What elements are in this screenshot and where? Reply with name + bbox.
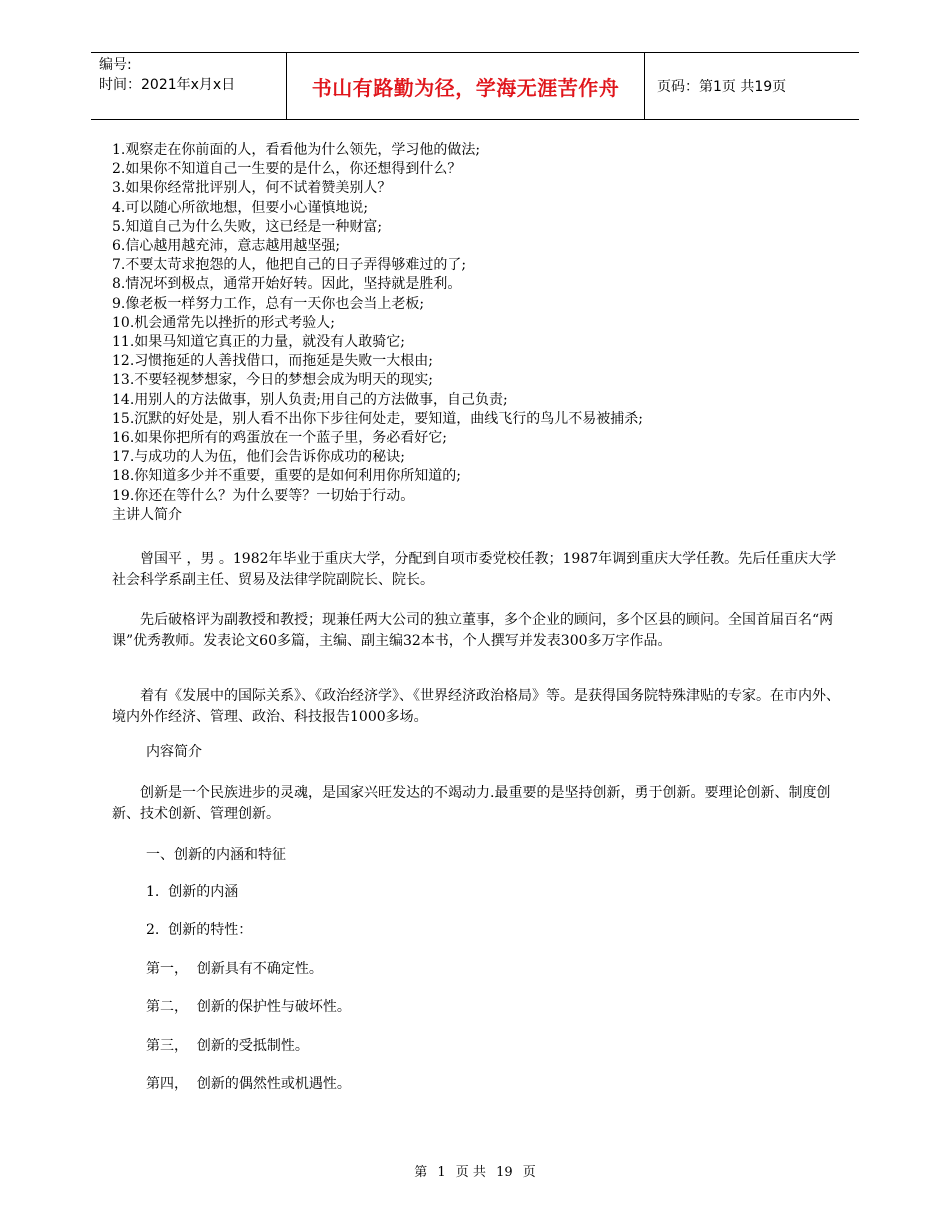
list-item: 1.观察走在你前面的人，看看他为什么领先，学习他的做法; xyxy=(112,142,481,158)
list-item: 3.如果你经常批评别人，何不试着赞美别人？ xyxy=(112,180,392,197)
time-label: 时间：2021年x月x日 xyxy=(99,77,236,93)
list-item: 8.情况坏到极点，通常开始好转。因此，坚持就是胜利。 xyxy=(112,276,462,293)
list-item: 16.如果你把所有的鸡蛋放在一个蓝子里，务必看好它; xyxy=(112,430,447,447)
list-item: 9.像老板一样努力工作，总有一天你也会当上老板; xyxy=(112,295,425,312)
content-heading: 内容简介 xyxy=(146,744,202,760)
list-item: 4.可以随心所欲地想，但要小心谨慎地说; xyxy=(112,199,369,216)
list-item: 18.你知道多少并不重要，重要的是如何利用你所知道的; xyxy=(112,468,461,485)
footer-prefix: 第 xyxy=(414,1165,428,1180)
list-item: 10.机会通常先以挫折的形式考验人; xyxy=(112,314,335,331)
outline-item: 第一， 创新具有不确定性。 xyxy=(146,961,323,977)
list-item: 19.你还在等什么？为什么要等？一切始于行动。 xyxy=(112,487,415,504)
header-meta xyxy=(99,55,235,95)
list-item: 5.知道自己为什么失败，这已经是一种财富; xyxy=(112,218,383,235)
header-page-info: 页码：第1页 共19页 xyxy=(657,79,787,95)
list-item: 6.信心越用越充沛，意志越用越坚强; xyxy=(112,238,341,255)
list-item: 12.习惯拖延的人善找借口，而拖延是失败一大根由; xyxy=(112,353,433,370)
speaker-heading: 主讲人简介 xyxy=(112,506,182,523)
list-item: 14.用别人的方法做事，别人负责;用自己的方法做事，自己负责; xyxy=(112,391,508,408)
bio-paragraph-3: 着有《发展中的国际关系》、《政治经济学》、《世界经济政治格局》等。是获得国务院特殊津贴的专家。在市内外、境内外作经济、管理、政治、科技报告1000多场。 xyxy=(112,688,840,725)
page-header xyxy=(91,52,859,120)
outline-item: 第二， 创新的保护性与破坏性。 xyxy=(146,999,351,1015)
list-item: 15.沉默的好处是，别人看不出你下步往何处走，要知道，曲线飞行的鸟儿不易被捕杀; xyxy=(112,410,643,427)
content-intro: 创新是一个民族进步的灵魂，是国家兴旺发达的不竭动力.最重要的是坚持创新，勇于创新。要理论创新、制度创新、技术创新、管理创新。 xyxy=(112,785,831,822)
outline-item: 第四， 创新的偶然性或机遇性。 xyxy=(146,1076,351,1092)
outline-item: 一、创新的内涵和特征 xyxy=(146,847,286,863)
header-motto-cell xyxy=(286,53,645,119)
bio-paragraph-1: 曾国平 ，男 。1982年毕业于重庆大学，分配到自项市委党校任教；1987年调到重庆大学任教。先后任重庆大学社会科学系副主任、贸易及法律学院副院长、院长。 xyxy=(112,551,837,588)
outline-item: 1. 创新的内涵 xyxy=(146,884,239,900)
list-item: 11.如果马知道它真正的力量，就没有人敢骑它; xyxy=(112,334,405,351)
outline-item: 2. 创新的特性： xyxy=(146,922,253,938)
footer-suffix: 页 xyxy=(522,1165,536,1180)
list-item: 2.如果你不知道自己一生要的是什么，你还想得到什么？ xyxy=(112,161,462,178)
list-item: 13.不要轻视梦想家，今日的梦想会成为明天的现实; xyxy=(112,372,433,389)
footer-total-pages: 19 xyxy=(496,1165,513,1180)
quote-list xyxy=(112,141,643,525)
number-label: 编号: xyxy=(99,57,132,73)
page-footer xyxy=(0,1161,950,1180)
outline-item: 第三， 创新的受抵制性。 xyxy=(146,1038,309,1054)
motto: 书山有路勤为径，学海无涯苦作舟 xyxy=(311,75,620,100)
footer-middle: 页 共 xyxy=(455,1165,486,1180)
footer-page-number: 1 xyxy=(437,1165,446,1180)
bio-paragraph-2: 先后破格评为副教授和教授；现兼任两大公司的独立董事，多个企业的顾问，多个区县的顾问。全国首届百名“两课”优秀教师。发表论文60多篇，主编、副主编32本书，个人撰写并发表300多万字作品。 xyxy=(112,612,834,649)
list-item: 17.与成功的人为伍，他们会告诉你成功的秘诀; xyxy=(112,449,405,466)
list-item: 7.不要太苛求抱怨的人，他把自己的日子弄得够难过的了; xyxy=(112,257,467,274)
